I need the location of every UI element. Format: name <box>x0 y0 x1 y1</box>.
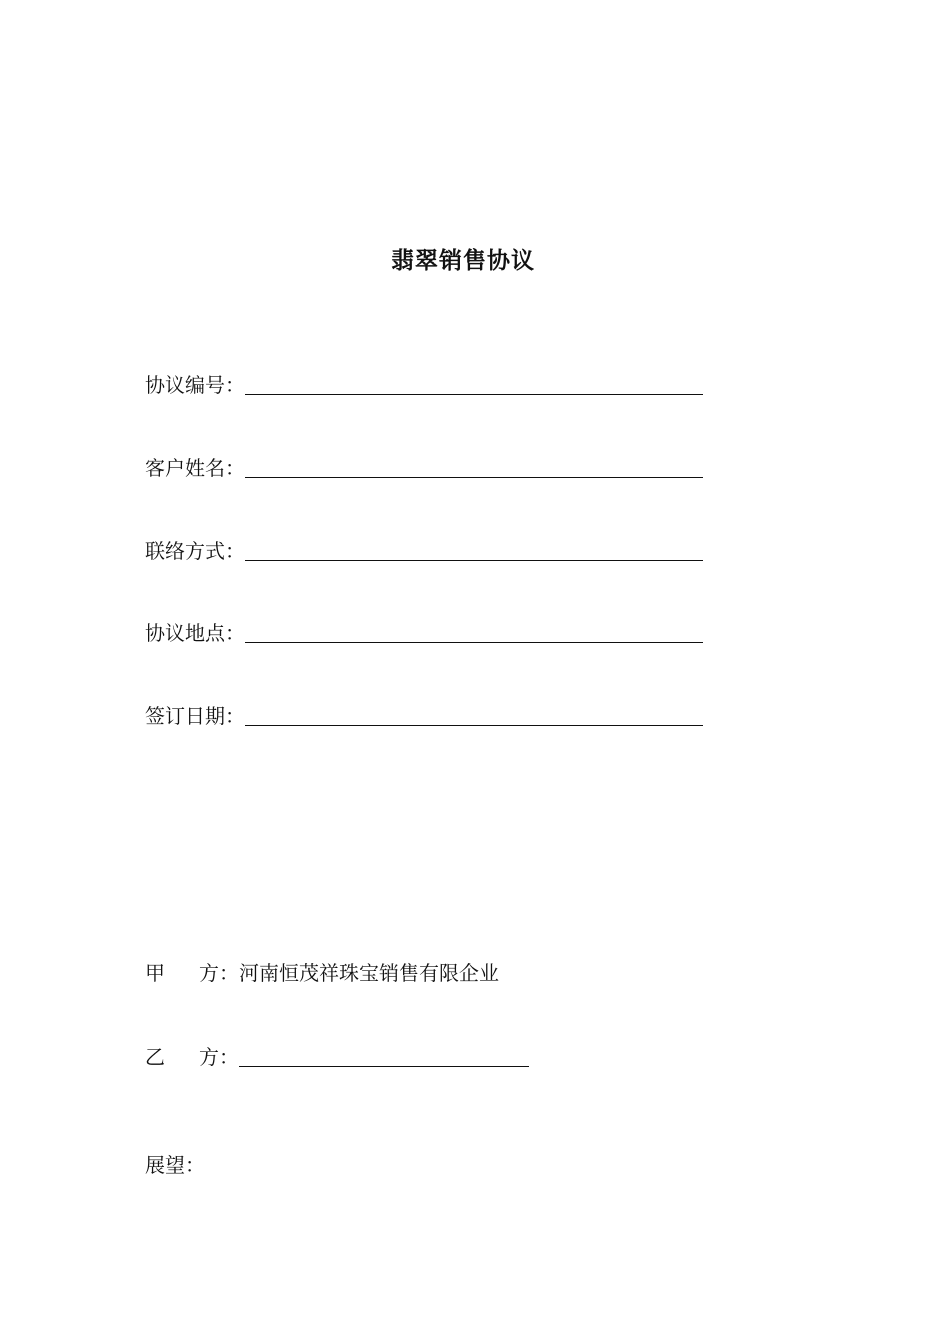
fill-in-line[interactable] <box>245 538 703 561</box>
field-label: 签订日期： <box>145 704 245 728</box>
party-b-label-last: 方： <box>199 1045 239 1069</box>
field-contact-method <box>145 532 703 564</box>
outlook-label: 展望： <box>145 1153 205 1177</box>
party-b-label <box>145 1044 239 1070</box>
field-label: 协议编号： <box>145 373 245 397</box>
fill-in-line[interactable] <box>245 372 703 395</box>
field-agreement-location <box>145 614 703 646</box>
field-agreement-number <box>145 366 703 398</box>
fill-in-line[interactable] <box>245 455 703 478</box>
party-a <box>145 954 499 986</box>
field-label: 客户姓名： <box>145 456 245 480</box>
field-signing-date <box>145 697 703 729</box>
field-label: 联络方式： <box>145 539 245 563</box>
party-b <box>145 1038 529 1070</box>
fill-in-line[interactable] <box>239 1044 529 1067</box>
field-customer-name <box>145 449 703 481</box>
party-a-label-last: 方： <box>199 961 239 985</box>
outlook-section <box>145 1146 205 1178</box>
field-label: 协议地点： <box>145 621 245 645</box>
party-a-label <box>145 960 239 986</box>
fill-in-line[interactable] <box>245 620 703 643</box>
party-a-label-first: 甲 <box>145 961 165 985</box>
fill-in-line[interactable] <box>245 703 703 726</box>
document-title: 翡翠销售协议 <box>391 247 535 274</box>
party-a-value: 河南恒茂祥珠宝销售有限企业 <box>239 961 499 985</box>
party-b-label-first: 乙 <box>145 1045 165 1069</box>
